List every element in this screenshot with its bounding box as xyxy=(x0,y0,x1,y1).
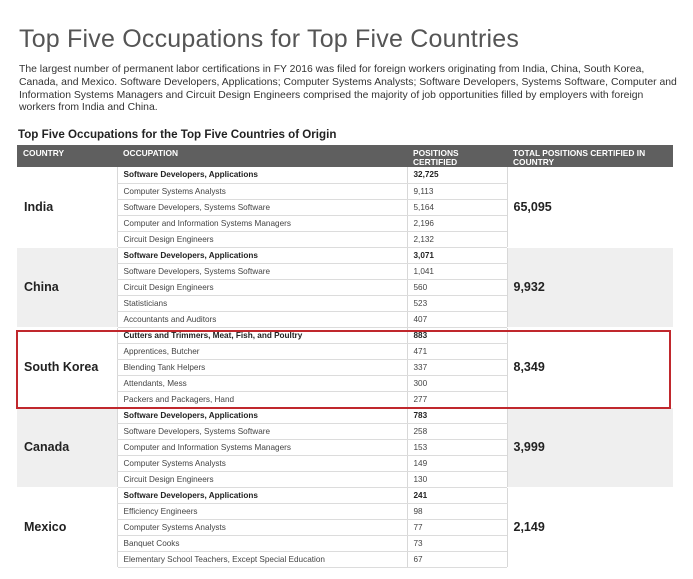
table-body xyxy=(17,167,673,567)
table-row-china xyxy=(17,247,673,263)
occupation-cell: Software Developers, Applications xyxy=(117,407,407,423)
page-title: Top Five Occupations for Top Five Countries xyxy=(19,24,520,53)
positions-cell: 407 xyxy=(407,311,507,327)
occupation-cell: Computer and Information Systems Managers xyxy=(117,439,407,455)
table-header-row xyxy=(17,145,673,167)
occupation-cell: Statisticians xyxy=(117,295,407,311)
positions-cell: 471 xyxy=(407,343,507,359)
country-cell-canada: Canada xyxy=(17,407,117,487)
occupation-cell: Software Developers, Systems Software xyxy=(117,263,407,279)
positions-cell: 523 xyxy=(407,295,507,311)
intro-paragraph: The largest number of permanent labor certifications in FY 2016 was filed for foreign workers originating from India, China, South Korea, Canada, and Mexico. Software Developers, Applications; Computer Systems Analysts; Software Developers, Systems Software, Computer and Information Systems Managers and Circuit Design Engineers comprised the majority of job opportunities filled by employers with foreign workers from India and China. xyxy=(19,64,677,114)
country-cell-south-korea: South Korea xyxy=(17,327,117,407)
occupation-cell: Apprentices, Butcher xyxy=(117,343,407,359)
positions-cell: 2,196 xyxy=(407,215,507,231)
positions-cell: 77 xyxy=(407,519,507,535)
table-title: Top Five Occupations for the Top Five Countries of Origin xyxy=(18,128,337,141)
positions-cell: 149 xyxy=(407,455,507,471)
occupation-cell: Blending Tank Helpers xyxy=(117,359,407,375)
occupation-cell: Computer Systems Analysts xyxy=(117,455,407,471)
country-cell-india: India xyxy=(17,167,117,247)
positions-cell: 2,132 xyxy=(407,231,507,247)
positions-cell: 130 xyxy=(407,471,507,487)
positions-cell: 241 xyxy=(407,487,507,503)
header-occupation: OCCUPATION xyxy=(117,145,407,167)
positions-cell: 32,725 xyxy=(407,167,507,183)
occupation-cell: Software Developers, Systems Software xyxy=(117,423,407,439)
positions-cell: 258 xyxy=(407,423,507,439)
table-row-south-korea xyxy=(17,327,673,343)
total-cell-south-korea: 8,349 xyxy=(507,327,673,407)
positions-cell: 560 xyxy=(407,279,507,295)
positions-cell: 300 xyxy=(407,375,507,391)
positions-cell: 9,113 xyxy=(407,183,507,199)
table-row-mexico xyxy=(17,487,673,503)
occupation-cell: Software Developers, Applications xyxy=(117,487,407,503)
table-row-canada xyxy=(17,407,673,423)
occupation-cell: Computer and Information Systems Managers xyxy=(117,215,407,231)
header-positions: POSITIONS CERTIFIED xyxy=(407,145,507,167)
positions-cell: 3,071 xyxy=(407,247,507,263)
occupation-cell: Accountants and Auditors xyxy=(117,311,407,327)
country-cell-china: China xyxy=(17,247,117,327)
positions-cell: 337 xyxy=(407,359,507,375)
header-total: TOTAL POSITIONS CERTIFIED IN COUNTRY xyxy=(507,145,673,167)
total-cell-mexico: 2,149 xyxy=(507,487,673,567)
occupation-cell: Software Developers, Applications xyxy=(117,247,407,263)
occupation-cell: Software Developers, Applications xyxy=(117,167,407,183)
country-cell-mexico: Mexico xyxy=(17,487,117,567)
occupation-cell: Computer Systems Analysts xyxy=(117,183,407,199)
positions-cell: 1,041 xyxy=(407,263,507,279)
positions-cell: 883 xyxy=(407,327,507,343)
positions-cell: 67 xyxy=(407,551,507,567)
occupation-cell: Computer Systems Analysts xyxy=(117,519,407,535)
total-cell-canada: 3,999 xyxy=(507,407,673,487)
positions-cell: 277 xyxy=(407,391,507,407)
occupation-cell: Cutters and Trimmers, Meat, Fish, and Poultry xyxy=(117,327,407,343)
total-cell-india: 65,095 xyxy=(507,167,673,247)
positions-cell: 783 xyxy=(407,407,507,423)
occupation-cell: Efficiency Engineers xyxy=(117,503,407,519)
occupation-cell: Banquet Cooks xyxy=(117,535,407,551)
occupation-cell: Packers and Packagers, Hand xyxy=(117,391,407,407)
positions-cell: 5,164 xyxy=(407,199,507,215)
occupation-cell: Elementary School Teachers, Except Special Education xyxy=(117,551,407,567)
occupation-cell: Circuit Design Engineers xyxy=(117,471,407,487)
occupation-cell: Software Developers, Systems Software xyxy=(117,199,407,215)
positions-cell: 98 xyxy=(407,503,507,519)
occupations-table xyxy=(17,145,673,568)
header-country: COUNTRY xyxy=(17,145,117,167)
total-cell-china: 9,932 xyxy=(507,247,673,327)
occupation-cell: Attendants, Mess xyxy=(117,375,407,391)
table-row-india xyxy=(17,167,673,183)
occupation-cell: Circuit Design Engineers xyxy=(117,231,407,247)
positions-cell: 73 xyxy=(407,535,507,551)
positions-cell: 153 xyxy=(407,439,507,455)
occupation-cell: Circuit Design Engineers xyxy=(117,279,407,295)
